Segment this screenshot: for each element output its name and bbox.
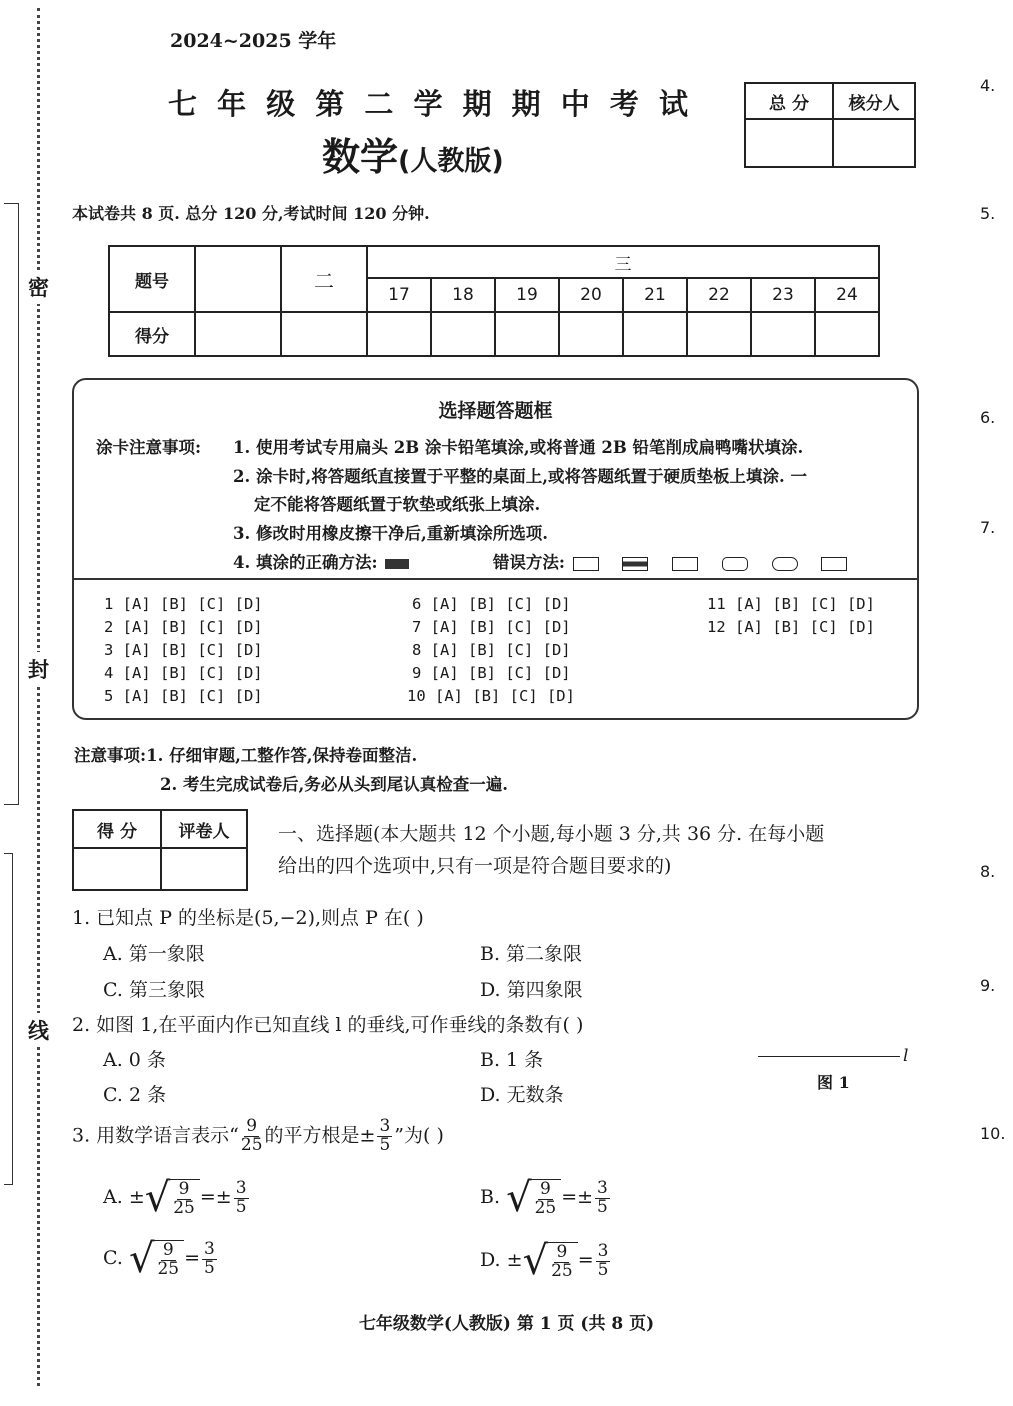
- answer-row[interactable]: 6 [A] [B] [C] [D]: [412, 595, 571, 613]
- right-margin-mark: 6.: [980, 408, 996, 427]
- exam-intro: 本试卷共 8 页. 总分 120 分,考试时间 120 分钟.: [72, 204, 430, 223]
- numerator: 3: [235, 1177, 247, 1198]
- side-label-mi: 密: [28, 270, 49, 304]
- radicand: [168, 1179, 200, 1218]
- q1-option-a[interactable]: A. 第一象限: [103, 943, 205, 965]
- equals-plus-minus: =±: [561, 1186, 594, 1208]
- denominator: 25: [173, 1197, 195, 1218]
- attention-item-2: 2. 考生完成试卷后,务必从头到尾认真检查一遍.: [160, 775, 508, 794]
- note-2-cont: 定不能将答题纸置于软垫或纸张上填涂.: [254, 495, 541, 514]
- numerator: 9: [556, 1241, 568, 1262]
- answer-row[interactable]: 8 [A] [B] [C] [D]: [412, 641, 571, 659]
- side-label-feng: 封: [28, 652, 49, 686]
- score-col-header: 20: [559, 278, 623, 312]
- denominator: 5: [597, 1196, 608, 1217]
- right-margin-mark: 7.: [980, 518, 996, 537]
- wrong-slash-example: [821, 557, 847, 571]
- fraction: [551, 1241, 573, 1281]
- checker-cell[interactable]: [833, 119, 915, 167]
- fraction: [377, 1118, 392, 1155]
- answer-box-divider: [74, 578, 917, 580]
- figure-1-line: [758, 1056, 900, 1057]
- school-year: 2024~2025 学年: [170, 30, 337, 52]
- q3-option-b[interactable]: [480, 1175, 612, 1221]
- edition-label: (人教版): [398, 146, 504, 177]
- score-cell[interactable]: [195, 312, 281, 356]
- denominator: 25: [534, 1197, 557, 1218]
- section-two-header: 二: [281, 246, 367, 312]
- answer-row[interactable]: 4 [A] [B] [C] [D]: [104, 664, 263, 682]
- answer-row[interactable]: 2 [A] [B] [C] [D]: [104, 618, 263, 636]
- correct-method-label: 4. 填涂的正确方法:: [233, 553, 378, 572]
- q1-option-d[interactable]: D. 第四象限: [480, 979, 583, 1001]
- section-three-header: 三: [367, 246, 879, 278]
- attention-line-1: [74, 742, 417, 766]
- option-letter: D.: [480, 1249, 501, 1271]
- binding-dotted-line: [37, 8, 40, 1386]
- square-root: [522, 1238, 578, 1284]
- side-label-xian: 线: [28, 1013, 49, 1047]
- score-table: [108, 245, 880, 357]
- score-cell[interactable]: [687, 312, 751, 356]
- q2-option-b[interactable]: B. 1 条: [480, 1049, 544, 1071]
- attention-label: 注意事项:: [74, 746, 147, 765]
- plus-minus: ±: [128, 1186, 145, 1208]
- grader-score-label: 得 分: [73, 810, 161, 848]
- note-2: 2. 涂卡时,将答题纸直接置于平整的桌面上,或将答题纸置于硬质垫板上填涂. 一: [233, 467, 807, 486]
- right-margin-mark: 8.: [980, 862, 996, 881]
- fraction: [241, 1118, 263, 1155]
- answer-sheet-box: [72, 378, 919, 720]
- q3-option-d[interactable]: [480, 1238, 612, 1284]
- note-4: [233, 549, 856, 573]
- q3-stem-prefix: 3. 用数学语言表示“: [72, 1124, 239, 1147]
- numerator: 3: [597, 1177, 608, 1198]
- page-footer: 七年级数学(人教版) 第 1 页 (共 8 页): [358, 1314, 655, 1334]
- binding-bracket-top: [4, 203, 19, 805]
- fraction: [596, 1240, 611, 1280]
- equals-sign: =: [184, 1247, 201, 1269]
- question-number-label: 题号: [109, 246, 195, 312]
- denominator: 5: [204, 1257, 215, 1278]
- radicand: [546, 1242, 578, 1281]
- score-row-label: 得分: [109, 312, 195, 356]
- question-3-stem: [72, 1118, 444, 1155]
- subject-title: 数学: [322, 135, 399, 179]
- equals-plus-minus: =±: [199, 1186, 232, 1208]
- denominator: 25: [157, 1258, 180, 1279]
- square-root: [128, 1236, 184, 1282]
- q2-option-a[interactable]: A. 0 条: [103, 1049, 166, 1071]
- figure-1-caption: 图 1: [817, 1073, 850, 1092]
- q3-stem-mid: 的平方根是±: [264, 1124, 376, 1147]
- wrong-dot-example: [622, 557, 648, 571]
- attention-item-1: 1. 仔细审题,工整作答,保持卷面整洁.: [146, 746, 418, 765]
- answer-box-title: 选择题答题框: [438, 400, 553, 422]
- figure-1-line-label: l: [903, 1046, 909, 1066]
- denominator: 5: [597, 1259, 609, 1280]
- denominator: 5: [379, 1134, 391, 1155]
- note-3: 3. 修改时用橡皮擦干净后,重新填涂所选项.: [233, 524, 548, 543]
- total-score-label: 总 分: [745, 83, 833, 119]
- radical-sign: √: [144, 1175, 171, 1221]
- section-1-heading: 一、选择题(本大题共 12 个小题,每小题 3 分,共 36 分. 在每小题: [278, 823, 825, 845]
- answer-row[interactable]: 3 [A] [B] [C] [D]: [104, 641, 263, 659]
- right-margin-mark: 9.: [980, 976, 996, 995]
- numerator: 3: [597, 1240, 609, 1261]
- score-cell[interactable]: [815, 312, 879, 356]
- section-1-heading-cont: 给出的四个选项中,只有一项是符合题目要求的): [278, 855, 672, 877]
- wrong-circle-example: [772, 557, 798, 571]
- answer-row[interactable]: 7 [A] [B] [C] [D]: [412, 618, 571, 636]
- score-cell[interactable]: [281, 312, 367, 356]
- option-letter: B.: [480, 1186, 501, 1208]
- q2-option-c[interactable]: C. 2 条: [103, 1084, 167, 1106]
- fraction: [595, 1177, 610, 1217]
- numerator: 3: [379, 1116, 391, 1136]
- wrong-cross-example: [672, 557, 698, 571]
- score-cell[interactable]: [431, 312, 495, 356]
- square-root: [506, 1175, 561, 1221]
- numerator: 9: [539, 1178, 551, 1199]
- answer-row[interactable]: 11 [A] [B] [C] [D]: [707, 595, 875, 613]
- total-score-cell[interactable]: [745, 119, 833, 167]
- numerator: 9: [178, 1178, 190, 1199]
- right-margin-mark: 4.: [980, 76, 996, 95]
- denominator: 25: [551, 1260, 573, 1281]
- q1-option-b[interactable]: B. 第二象限: [480, 943, 583, 965]
- option-letter: A.: [103, 1186, 123, 1208]
- wrong-method-label: 错误方法:: [492, 553, 565, 572]
- right-margin-mark: 10.: [980, 1124, 1006, 1143]
- numerator: 9: [246, 1116, 258, 1136]
- grader-score-cell[interactable]: [73, 848, 161, 890]
- answer-row[interactable]: 5 [A] [B] [C] [D]: [104, 687, 263, 705]
- score-col-header: 23: [751, 278, 815, 312]
- answer-row[interactable]: 12 [A] [B] [C] [D]: [707, 618, 875, 636]
- radical-sign: √: [128, 1236, 155, 1282]
- numerator: 9: [162, 1239, 174, 1260]
- option-letter: C.: [103, 1247, 123, 1269]
- binding-bracket-bottom: [4, 853, 13, 1185]
- total-score-box: [744, 82, 916, 168]
- section-one-header: [195, 246, 281, 312]
- square-root: [144, 1175, 200, 1221]
- fraction: [202, 1238, 217, 1278]
- answer-row[interactable]: 10 [A] [B] [C] [D]: [407, 687, 575, 705]
- answer-row[interactable]: 1 [A] [B] [C] [D]: [104, 595, 263, 613]
- numerator: 3: [204, 1238, 215, 1259]
- grader-name-cell[interactable]: [161, 848, 247, 890]
- score-col-header: 18: [431, 278, 495, 312]
- radicand: [530, 1179, 562, 1218]
- radicand: [152, 1240, 184, 1279]
- wrong-check-example: [573, 557, 599, 571]
- score-cell[interactable]: [751, 312, 815, 356]
- q3-option-c[interactable]: [103, 1236, 219, 1282]
- checker-label: 核分人: [833, 83, 915, 119]
- question-1-stem: 1. 已知点 P 的坐标是(5,−2),则点 P 在( ): [72, 907, 424, 929]
- denominator: 5: [235, 1196, 247, 1217]
- q1-option-c[interactable]: C. 第三象限: [103, 979, 205, 1001]
- denominator: 25: [240, 1134, 263, 1155]
- fraction: [173, 1178, 195, 1218]
- grader-name-label: 评卷人: [161, 810, 247, 848]
- score-cell[interactable]: [367, 312, 431, 356]
- fraction: [534, 1178, 557, 1218]
- correct-fill-example: [385, 559, 409, 569]
- q3-stem-suffix: ”为( ): [394, 1124, 444, 1147]
- subject-line: [322, 126, 504, 181]
- answer-row[interactable]: 9 [A] [B] [C] [D]: [412, 664, 571, 682]
- q3-option-a[interactable]: [103, 1175, 251, 1221]
- radical-sign: √: [506, 1175, 532, 1221]
- q2-option-d[interactable]: D. 无数条: [480, 1084, 564, 1106]
- fraction: [157, 1239, 180, 1279]
- score-col-header: 22: [687, 278, 751, 312]
- wrong-oval-example: [722, 557, 748, 571]
- score-cell[interactable]: [495, 312, 559, 356]
- right-margin-mark: 5.: [980, 204, 996, 223]
- score-col-header: 19: [495, 278, 559, 312]
- equals-sign: =: [577, 1249, 594, 1271]
- score-col-header: 17: [367, 278, 431, 312]
- plus-minus: ±: [506, 1249, 523, 1271]
- notes-label: 涂卡注意事项:: [96, 438, 202, 457]
- question-2-stem: 2. 如图 1,在平面内作已知直线 l 的垂线,可作垂线的条数有( ): [72, 1014, 584, 1036]
- radical-sign: √: [522, 1238, 549, 1284]
- exam-title: 七 年 级 第 二 学 期 期 中 考 试: [168, 87, 693, 121]
- score-col-header: 24: [815, 278, 879, 312]
- score-cell[interactable]: [559, 312, 623, 356]
- score-col-header: 21: [623, 278, 687, 312]
- grader-box: [72, 809, 248, 891]
- fraction: [234, 1177, 249, 1217]
- note-1: 1. 使用考试专用扁头 2B 涂卡铅笔填涂,或将普通 2B 铅笔削成扁鸭嘴状填涂.: [233, 438, 804, 457]
- score-cell[interactable]: [623, 312, 687, 356]
